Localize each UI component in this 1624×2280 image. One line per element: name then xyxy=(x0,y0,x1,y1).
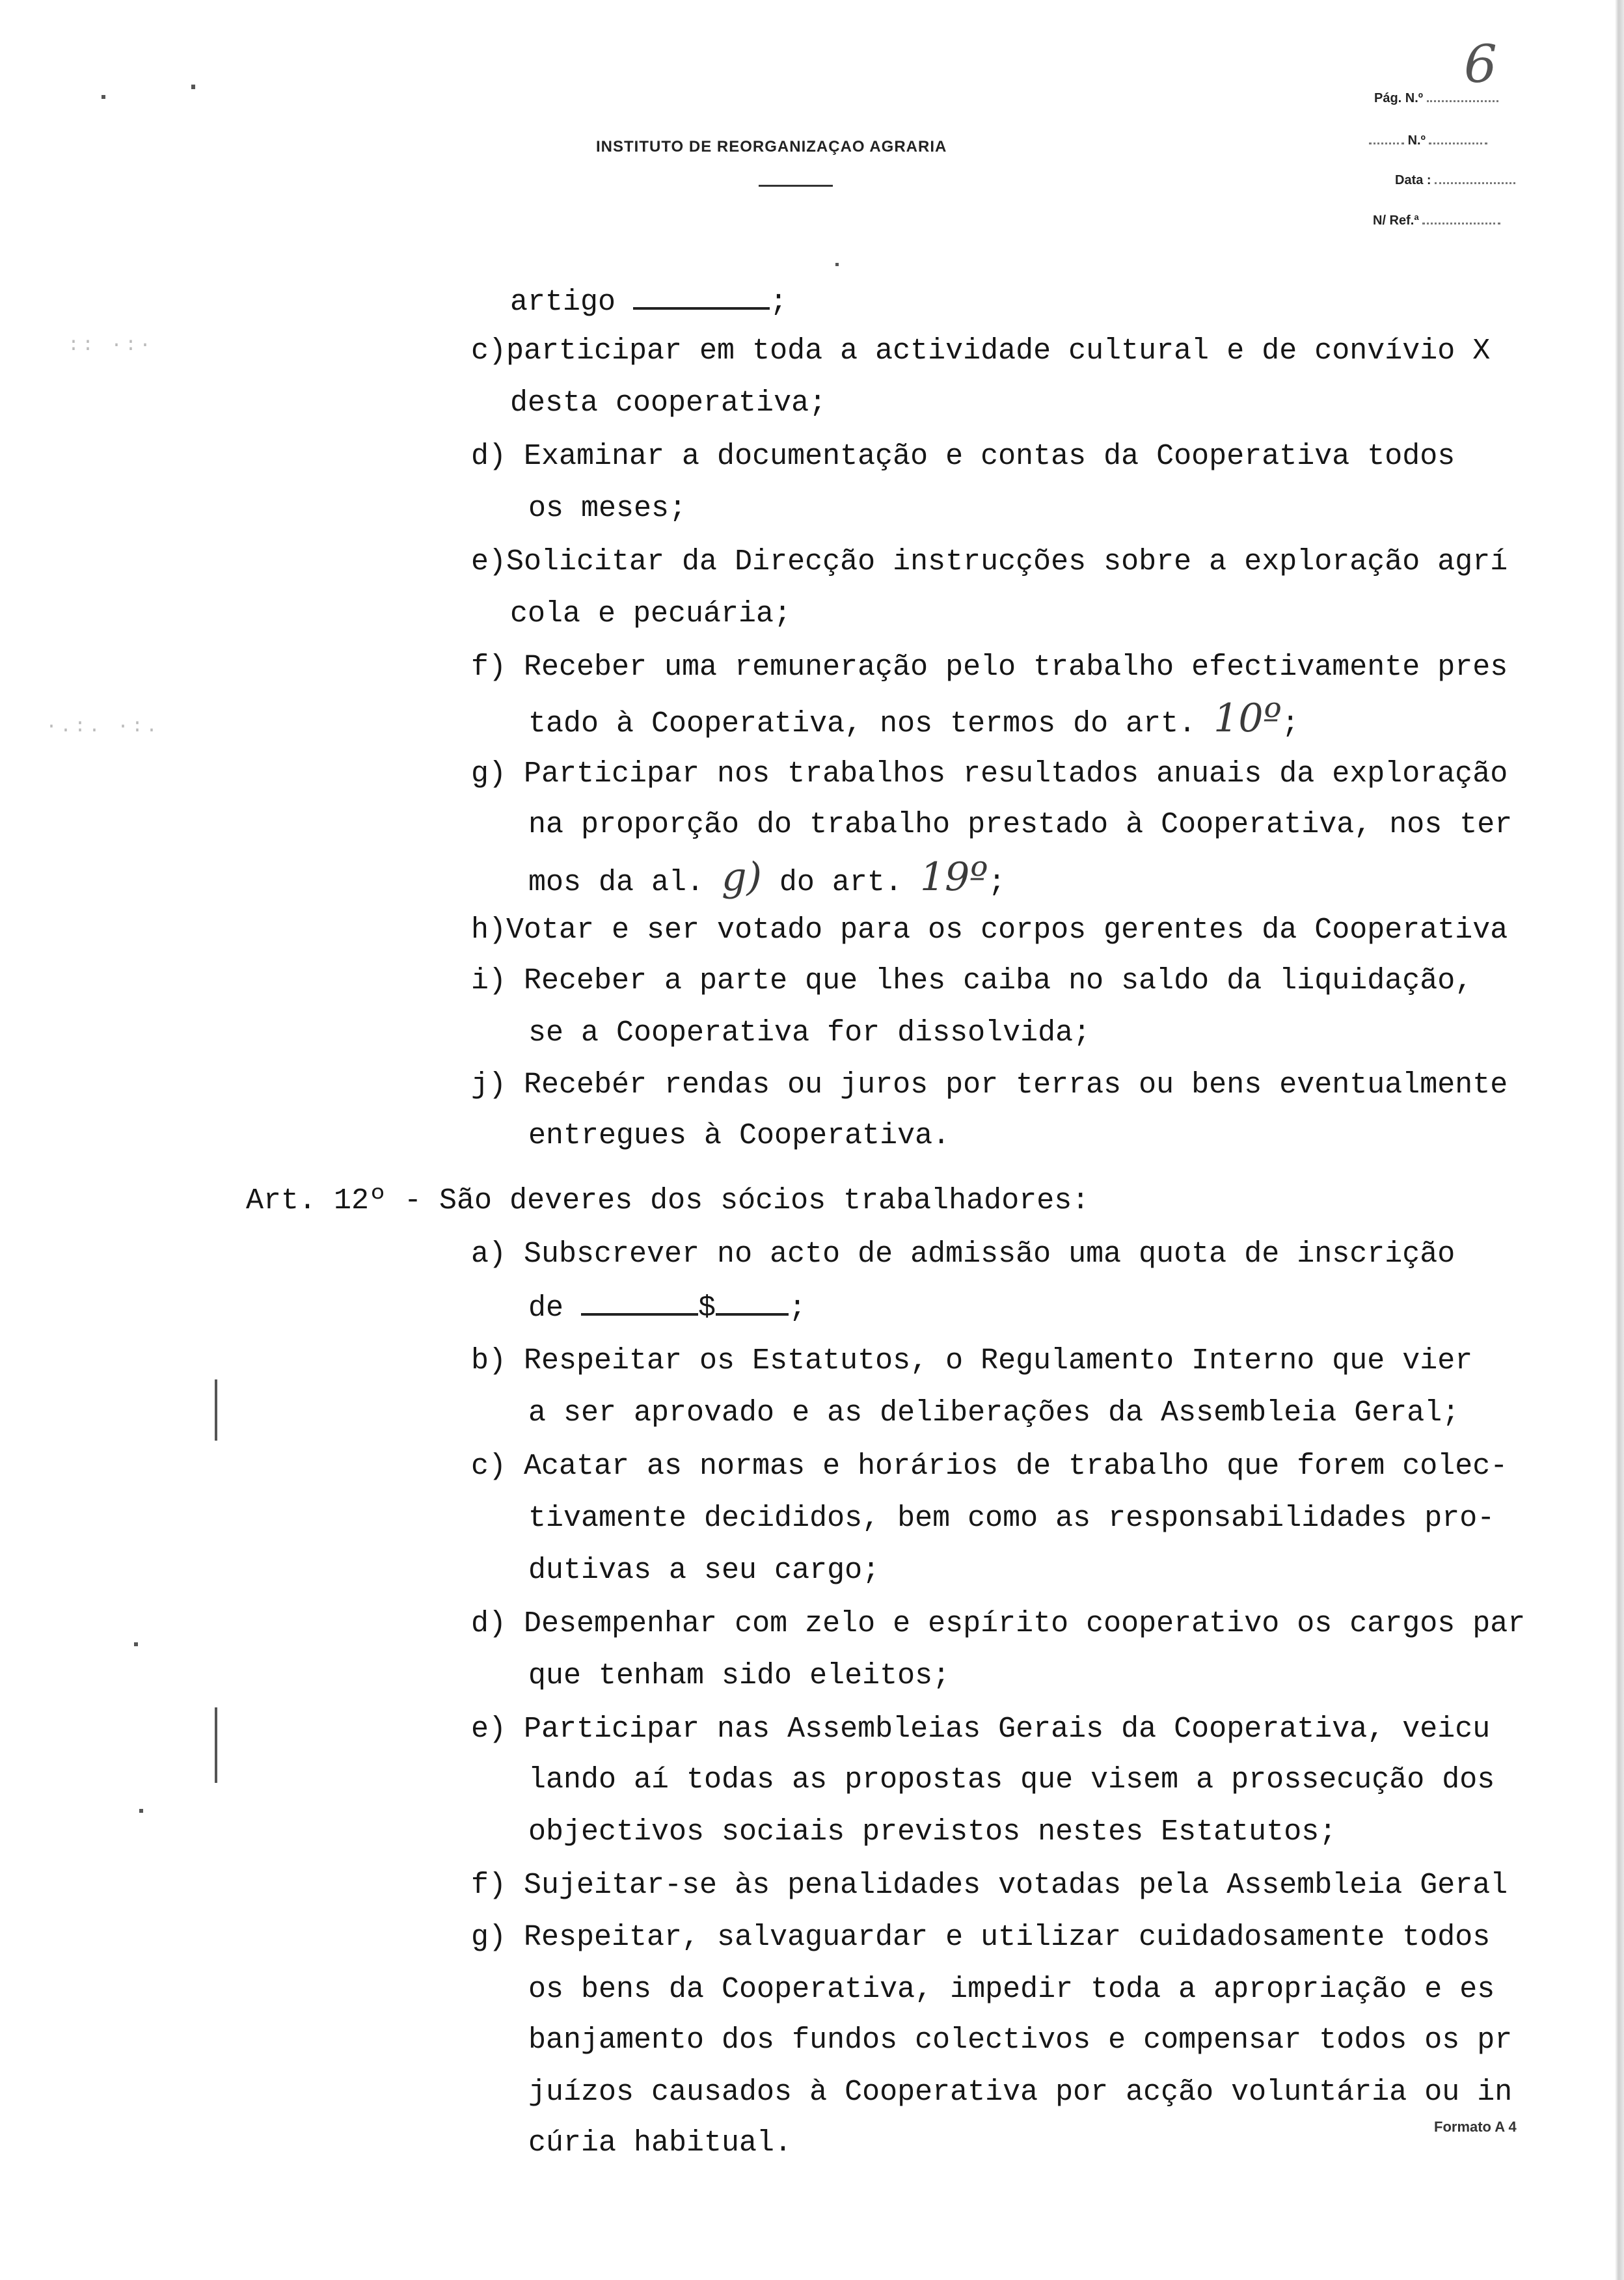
text-line: desta cooperativa; xyxy=(510,387,827,420)
number-field xyxy=(1369,133,1487,148)
list-item-e: e)Solicitar da Direcção instrucções sobre a exploração agrí xyxy=(471,545,1508,578)
page-number-label: Pág. N.º xyxy=(1374,91,1424,105)
list-item-i: i) Receber a parte que lhes caiba no saldo da liquidação, xyxy=(471,964,1473,998)
line-text: ; xyxy=(988,866,1006,899)
date-label: Data : xyxy=(1395,173,1431,187)
list-item-b: b) Respeitar os Estatutos, o Regulamento Interno que vier xyxy=(471,1344,1473,1378)
margin-rule xyxy=(215,1707,217,1783)
text-line: os meses; xyxy=(528,492,687,525)
list-item-e2: e) Participar nas Assembleias Gerais da Cooperativa, veicu xyxy=(471,1713,1491,1746)
scan-speck xyxy=(102,95,105,99)
line-text: $ xyxy=(698,1292,716,1325)
handwritten-page-number: 6 xyxy=(1464,34,1497,94)
text-line xyxy=(510,281,787,322)
line-text: artigo xyxy=(510,286,634,319)
line-text: tado à Cooperativa, nos termos do art. xyxy=(528,707,1214,740)
article-heading: Art. 12º - São deveres dos sócios trabalhadores: xyxy=(246,1184,1090,1217)
institute-header: INSTITUTO DE REORGANIZAÇAO AGRARIA xyxy=(596,138,947,156)
blank-field xyxy=(716,1287,789,1316)
text-line: juízos causados à Cooperativa por acção voluntária ou in xyxy=(528,2076,1513,2109)
list-item-h: h)Votar e ser votado para os corpos gerentes da Cooperativa xyxy=(471,914,1508,947)
dotted-line xyxy=(1422,219,1500,224)
dotted-line xyxy=(1427,96,1498,102)
line-text: do art. xyxy=(761,866,920,899)
text-line: objectivos sociais previstos nestes Estatutos; xyxy=(528,1815,1337,1849)
list-item-g2: g) Respeitar, salvaguardar e utilizar cuidadosamente todos xyxy=(471,1921,1491,1954)
list-item-c: c)participar em toda a actividade cultural e de convívio X xyxy=(471,334,1491,368)
line-text: ; xyxy=(789,1292,807,1325)
text-line: banjamento dos fundos colectivos e compensar todos os pr xyxy=(528,2024,1513,2057)
page-edge-shadow xyxy=(1615,0,1624,2280)
faint-margin-stamp: ·.:. ·:. xyxy=(46,716,161,738)
line-text: de xyxy=(528,1292,582,1325)
list-item-c2: c) Acatar as normas e horários de trabalho que forem colec- xyxy=(471,1450,1508,1483)
text-line: os bens da Cooperativa, impedir toda a apropriação e es xyxy=(528,1973,1495,2006)
text-line: cúria habitual. xyxy=(528,2126,792,2160)
dotted-line xyxy=(1369,139,1404,144)
paper-format-label: Formato A 4 xyxy=(1434,2119,1517,2135)
text-line: lando aí todas as propostas que visem a prossecução dos xyxy=(528,1763,1495,1797)
text-line: tivamente decididos, bem como as responsabilidades pro- xyxy=(528,1502,1495,1535)
scan-speck xyxy=(191,85,195,89)
line-text: ; xyxy=(770,286,788,319)
date-field xyxy=(1395,173,1515,188)
list-item-d: d) Examinar a documentação e contas da Cooperativa todos xyxy=(471,440,1455,473)
scan-speck xyxy=(835,263,839,266)
dotted-line xyxy=(1435,178,1515,184)
line-text: ; xyxy=(1281,707,1299,740)
dotted-line xyxy=(1429,139,1487,144)
text-line xyxy=(528,1287,806,1328)
list-item-f: f) Receber uma remuneração pelo trabalho efectivamente pres xyxy=(471,651,1508,684)
text-line: cola e pecuária; xyxy=(510,597,792,631)
reference-field xyxy=(1373,213,1500,228)
list-item-g: g) Participar nos trabalhos resultados anuais da exploração xyxy=(471,757,1508,791)
number-label: N.º xyxy=(1407,133,1426,148)
blank-field xyxy=(581,1287,698,1316)
reference-label: N/ Ref.ª xyxy=(1373,213,1419,228)
text-line: na proporção do trabalho prestado à Cooperativa, nos ter xyxy=(528,808,1513,841)
text-line xyxy=(528,854,1006,903)
handwritten-article-number: 19º xyxy=(919,854,988,900)
scan-speck xyxy=(139,1809,143,1813)
faint-margin-stamp: :: ·:· xyxy=(68,334,154,357)
text-line: a ser aprovado e as deliberações da Assembleia Geral; xyxy=(528,1396,1460,1430)
text-line: se a Cooperativa for dissolvida; xyxy=(528,1016,1091,1050)
text-line: entregues à Cooperativa. xyxy=(528,1119,951,1152)
header-underline xyxy=(759,185,833,187)
list-item-d2: d) Desempenhar com zelo e espírito cooperativo os cargos par xyxy=(471,1607,1526,1640)
handwritten-subparagraph: g) xyxy=(722,854,762,900)
list-item-a: a) Subscrever no acto de admissão uma quota de inscrição xyxy=(471,1238,1455,1271)
list-item-j: j) Recebér rendas ou juros por terras ou bens eventualmente xyxy=(471,1068,1508,1102)
text-line: dutivas a seu cargo; xyxy=(528,1554,880,1587)
handwritten-article-number: 10º xyxy=(1213,696,1282,741)
blank-field xyxy=(633,281,770,310)
scan-speck xyxy=(134,1642,138,1646)
text-line: que tenham sido eleitos; xyxy=(528,1659,951,1692)
list-item-f2: f) Sujeitar-se às penalidades votadas pela Assembleia Geral xyxy=(471,1869,1508,1902)
line-text: mos da al. xyxy=(528,866,722,899)
text-line xyxy=(528,696,1299,744)
margin-rule xyxy=(215,1379,217,1441)
